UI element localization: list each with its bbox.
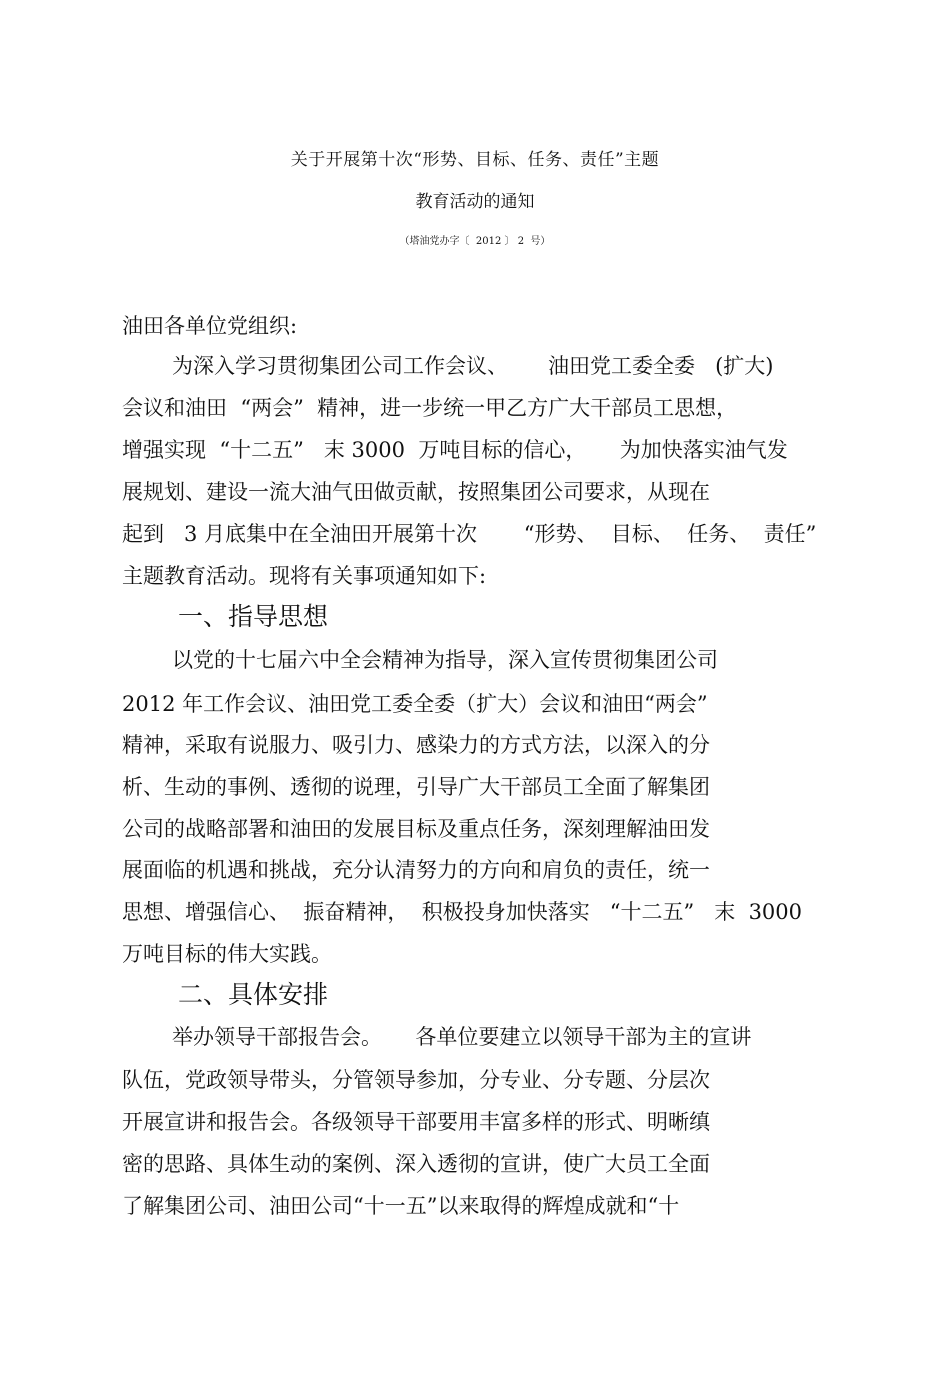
paragraph-line: 以党的十七届六中全会精神为指导，深入宣传贯彻集团公司 bbox=[172, 648, 718, 672]
paragraph-line: 公司的战略部署和油田的发展目标及重点任务，深刻理解油田发 bbox=[122, 817, 710, 841]
paragraph-line: 会议和油田 “两会” 精神，进一步统一甲乙方广大干部员工思想， bbox=[122, 396, 738, 420]
paragraph-line: 万吨目标的伟大实践。 bbox=[122, 942, 332, 966]
document-number: （塔油党办字〔 2012 〕 2 号） bbox=[399, 236, 551, 247]
paragraph-line: 增强实现 “十二五” 末 3000 万吨目标的信心， 为加快落实油气发 bbox=[122, 438, 788, 462]
paragraph-line: 思想、增强信心、 振奋精神， 积极投身加快落实 “十二五” 末 3000 bbox=[122, 900, 803, 924]
paragraph-line: 了解集团公司、油田公司“十一五”以来取得的辉煌成就和“十 bbox=[122, 1194, 680, 1218]
paragraph-line: 队伍，党政领导带头，分管领导参加，分专业、分专题、分层次 bbox=[122, 1068, 710, 1092]
paragraph-line: 主题教育活动。现将有关事项通知如下: bbox=[122, 564, 487, 588]
document-title-line-2: 教育活动的通知 bbox=[415, 192, 535, 212]
paragraph-line: 为深入学习贯彻集团公司工作会议、 油田党工委全委 (扩大) bbox=[172, 354, 774, 378]
paragraph-line: 精神，采取有说服力、吸引力、感染力的方式方法，以深入的分 bbox=[122, 733, 710, 757]
paragraph-line: 析、生动的事例、透彻的说理，引导广大干部员工全面了解集团 bbox=[122, 775, 710, 799]
paragraph-line: 展规划、建设一流大油气田做贡献，按照集团公司要求，从现在 bbox=[122, 480, 710, 504]
paragraph-line: 起到 3 月底集中在全油田开展第十次 “形势、 目标、 任务、 责任” bbox=[122, 522, 817, 546]
paragraph-line: 开展宣讲和报告会。各级领导干部要用丰富多样的形式、明晰缜 bbox=[122, 1110, 710, 1134]
paragraph-line: 密的思路、具体生动的案例、深入透彻的宣讲，使广大员工全面 bbox=[122, 1152, 710, 1176]
paragraph-line: 2012 年工作会议、油田党工委全委（扩大）会议和油田“两会” bbox=[122, 692, 708, 716]
paragraph-line: 展面临的机遇和挑战，充分认清努力的方向和肩负的责任，统一 bbox=[122, 858, 710, 882]
paragraph-line: 举办领导干部报告会。 各单位要建立以领导干部为主的宣讲 bbox=[172, 1025, 752, 1049]
document-title-line-1: 关于开展第十次“形势、目标、任务、责任”主题 bbox=[290, 150, 660, 170]
section-heading-1: 一、指导思想 bbox=[178, 602, 329, 631]
salutation: 油田各单位党组织: bbox=[122, 314, 298, 338]
section-heading-2: 二、具体安排 bbox=[178, 980, 329, 1009]
